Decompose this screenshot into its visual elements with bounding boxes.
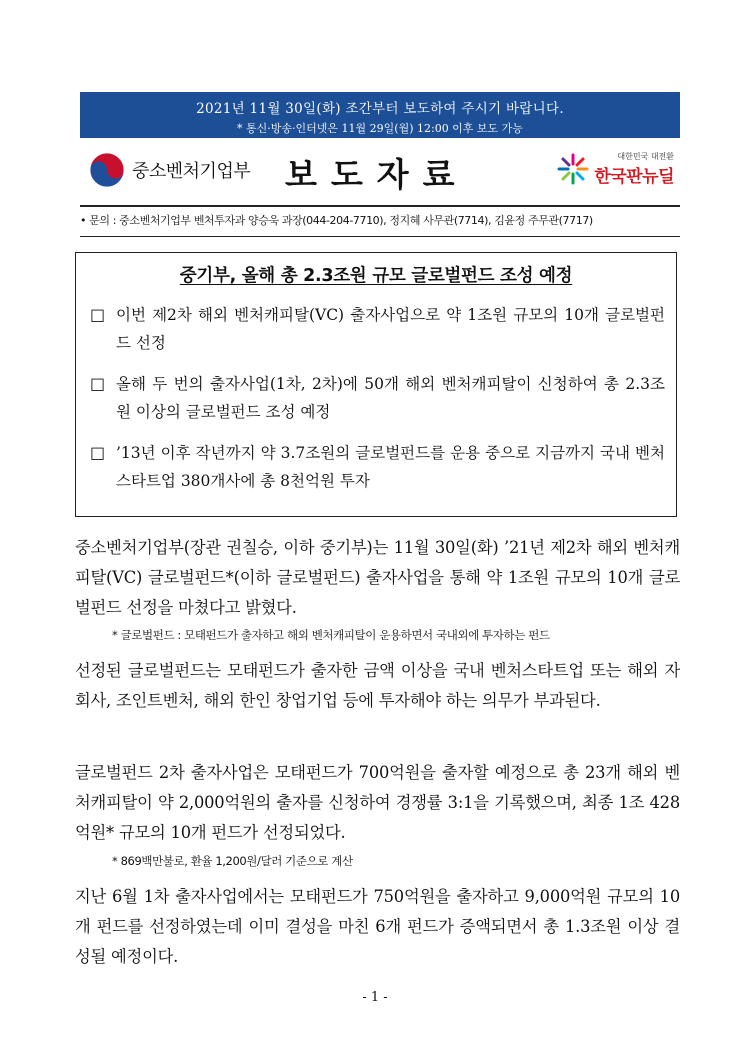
checkbox-square-icon: □ <box>90 374 106 393</box>
page-number: - 1 - <box>362 990 388 1005</box>
footnote-global-fund: * 글로벌펀드 : 모태펀드가 출자하고 해외 벤처캐피탈이 운용하면서 국내외에 투자하는 펀드 <box>112 628 550 642</box>
summary-bullets <box>90 301 665 508</box>
bullet-text: ’13년 이후 작년까지 약 3.7조원의 글로벌펀드를 운용 중으로 지금까지 국내 벤처스타트업 380개사에 총 8천억원 투자 <box>116 444 665 490</box>
checkbox-square-icon: □ <box>90 443 106 462</box>
body-paragraph-3: 글로벌펀드 2차 출자사업은 모태펀드가 700억원을 출자할 예정으로 총 23개 해외 벤처캐피탈이 약 2,000억원의 출자를 신청하여 경쟁률 3:1을 기록했으며, 최종 1조 428억원* 규모의 10개 펀드가 선정되었다. <box>75 763 680 842</box>
press-header <box>80 145 680 203</box>
header-divider <box>80 205 680 207</box>
headline <box>76 262 676 287</box>
headline-text: 중기부, 올해 총 2.3조원 규모 글로벌펀드 조성 예정 <box>179 266 573 286</box>
new-deal-star-icon <box>556 152 590 186</box>
new-deal-tagline: 대한민국 대전환 <box>617 152 674 161</box>
summary-bullet <box>90 439 665 495</box>
new-deal-logo <box>556 151 674 187</box>
page-title: 보도자료 <box>285 155 469 194</box>
embargo-line1: 2021년 11월 30일(화) 조간부터 보도하여 주시기 바랍니다. <box>196 101 564 117</box>
summary-bullet <box>90 370 665 426</box>
bullet-text: 올해 두 번의 출자사업(1차, 2차)에 50개 해외 벤처캐피탈이 신청하여 총 2.3조원 이상의 글로벌펀드 조성 예정 <box>116 375 665 421</box>
bullet-text: 이번 제2차 해외 벤처캐피탈(VC) 출자사업으로 약 1조원 규모의 10개 글로벌펀드 선정 <box>116 306 665 352</box>
ministry-name: 중소벤처기업부 <box>132 161 251 182</box>
summary-box <box>75 252 677 517</box>
body-paragraph-2: 선정된 글로벌펀드는 모태펀드가 출자한 금액 이상을 국내 벤처스타트업 또는 해외 자회사, 조인트벤처, 해외 한인 창업기업 등에 투자해야 하는 의무가 부과된다. <box>75 661 680 710</box>
body-paragraph-1: 중소벤처기업부(장관 권칠승, 이하 중기부)는 11월 30일(화) ’21년 제2차 해외 벤처캐피탈(VC) 글로벌펀드*(이하 글로벌펀드) 출자사업을 통해 약 1조원 규모의 10개 글로벌펀드 선정을 마쳤다고 밝혔다. <box>75 538 680 617</box>
embargo-line2: * 통신·방송·인터넷은 11월 29일(월) 12:00 이후 보도 가능 <box>237 122 523 135</box>
embargo-banner <box>80 92 680 138</box>
checkbox-square-icon: □ <box>90 305 106 324</box>
ministry-logo <box>88 151 250 189</box>
taegeuk-emblem-icon <box>88 151 126 189</box>
summary-bullet <box>90 301 665 357</box>
footnote-exchange-rate: * 869백만불로, 환율 1,200원/달러 기준으로 계산 <box>112 854 353 868</box>
new-deal-name: 한국판뉴딜 <box>594 167 674 187</box>
body-paragraph-4: 지난 6월 1차 출자사업에서는 모태펀드가 750억원을 출자하고 9,000억원 규모의 10개 펀드를 선정하였는데 이미 결성을 마친 6개 펀드가 증액되면서 총 1.3조원 이상 결성될 예정이다. <box>75 887 680 966</box>
contact-divider <box>80 236 680 237</box>
contact-info: • 문의 : 중소벤처기업부 벤처투자과 양승욱 과장(044-204-7710), 정지혜 사무관(7714), 김윤정 주무관(7717) <box>80 214 593 227</box>
